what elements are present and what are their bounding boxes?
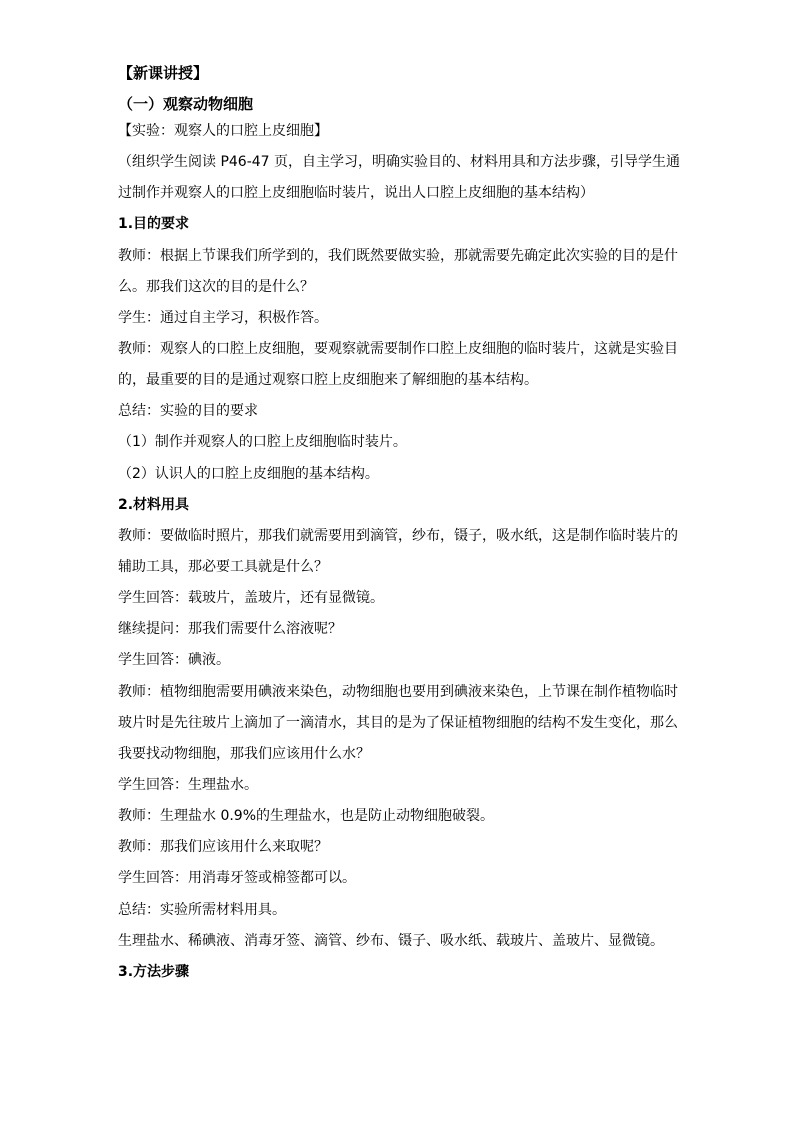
part2-student4: 学生回答：用消毒牙签或棉签都可以。 bbox=[118, 870, 356, 887]
experiment-title: 【实验：观察人的口腔上皮细胞】 bbox=[118, 123, 328, 139]
part2-heading: 2.材料用具 bbox=[118, 496, 190, 513]
intro-line-2: 过制作并观察人的口腔上皮细胞临时装片，说出人口腔上皮细胞的基本结构） bbox=[118, 185, 594, 202]
intro-line-1: （组织学生阅读 P46-47 页，自主学习，明确实验目的、材料用具和方法步骤，引导学生通 bbox=[118, 154, 681, 171]
part2-teacher2-line-3: 我要找动物细胞，那我们应该用什么水？ bbox=[118, 745, 370, 762]
part1-teacher1-line-1: 教师：根据上节课我们所学到的，我们既然要做实验，那就需要先确定此次实验的目的是什 bbox=[118, 247, 678, 264]
part2-follow-question: 继续提问：那我们需要什么溶液呢？ bbox=[118, 621, 342, 638]
part1-student1: 学生：通过自主学习，积极作答。 bbox=[118, 309, 328, 326]
part1-teacher2-line-1: 教师：观察人的口腔上皮细胞，要观察就需要制作口腔上皮细胞的临时装片，这就是实验目 bbox=[118, 340, 678, 357]
part2-teacher2-line-2: 玻片时是先往玻片上滴加了一滴清水，其目的是为了保证植物细胞的结构不发生变化，那么 bbox=[118, 714, 678, 731]
part2-teacher1-line-2: 辅助工具，那必要工具就是什么？ bbox=[118, 558, 328, 575]
section-heading: 【新课讲授】 bbox=[118, 64, 209, 82]
part2-teacher1-line-1: 教师：要做临时照片，那我们就需要用到滴管，纱布，镊子，吸水纸，这是制作临时装片的 bbox=[118, 527, 678, 544]
part1-teacher1-line-2: 么。那我们这次的目的是什么？ bbox=[118, 278, 314, 295]
part1-heading: 1.目的要求 bbox=[118, 216, 190, 233]
part1-teacher2-line-2: 的，最重要的目的是通过观察口腔上皮细胞来了解细胞的基本结构。 bbox=[118, 371, 538, 388]
part2-student3: 学生回答：生理盐水。 bbox=[118, 776, 258, 793]
part3-heading: 3.方法步骤 bbox=[118, 963, 190, 980]
part2-materials-list: 生理盐水、稀碘液、消毒牙签、滴管、纱布、镊子、吸水纸、载玻片、盖玻片、显微镜。 bbox=[118, 932, 664, 949]
lesson-document bbox=[118, 58, 681, 982]
subsection-heading: （一）观察动物细胞 bbox=[118, 95, 254, 113]
part1-item2: （2）认识人的口腔上皮细胞的基本结构。 bbox=[118, 465, 379, 482]
part2-summary: 总结：实验所需材料用具。 bbox=[118, 901, 286, 918]
part2-teacher2-line-1: 教师：植物细胞需要用碘液来染色，动物细胞也要用到碘液来染色，上节课在制作植物临时 bbox=[118, 683, 678, 700]
part1-summary: 总结：实验的目的要求 bbox=[118, 403, 258, 420]
part2-student1: 学生回答：载玻片，盖玻片，还有显微镜。 bbox=[118, 590, 384, 607]
part2-teacher4: 教师：那我们应该用什么来取呢？ bbox=[118, 839, 328, 856]
part2-teacher3: 教师：生理盐水 0.9%的生理盐水，也是防止动物细胞破裂。 bbox=[118, 808, 495, 824]
part1-item1: （1）制作并观察人的口腔上皮细胞临时装片。 bbox=[118, 434, 407, 451]
part2-student2: 学生回答：碘液。 bbox=[118, 652, 230, 669]
